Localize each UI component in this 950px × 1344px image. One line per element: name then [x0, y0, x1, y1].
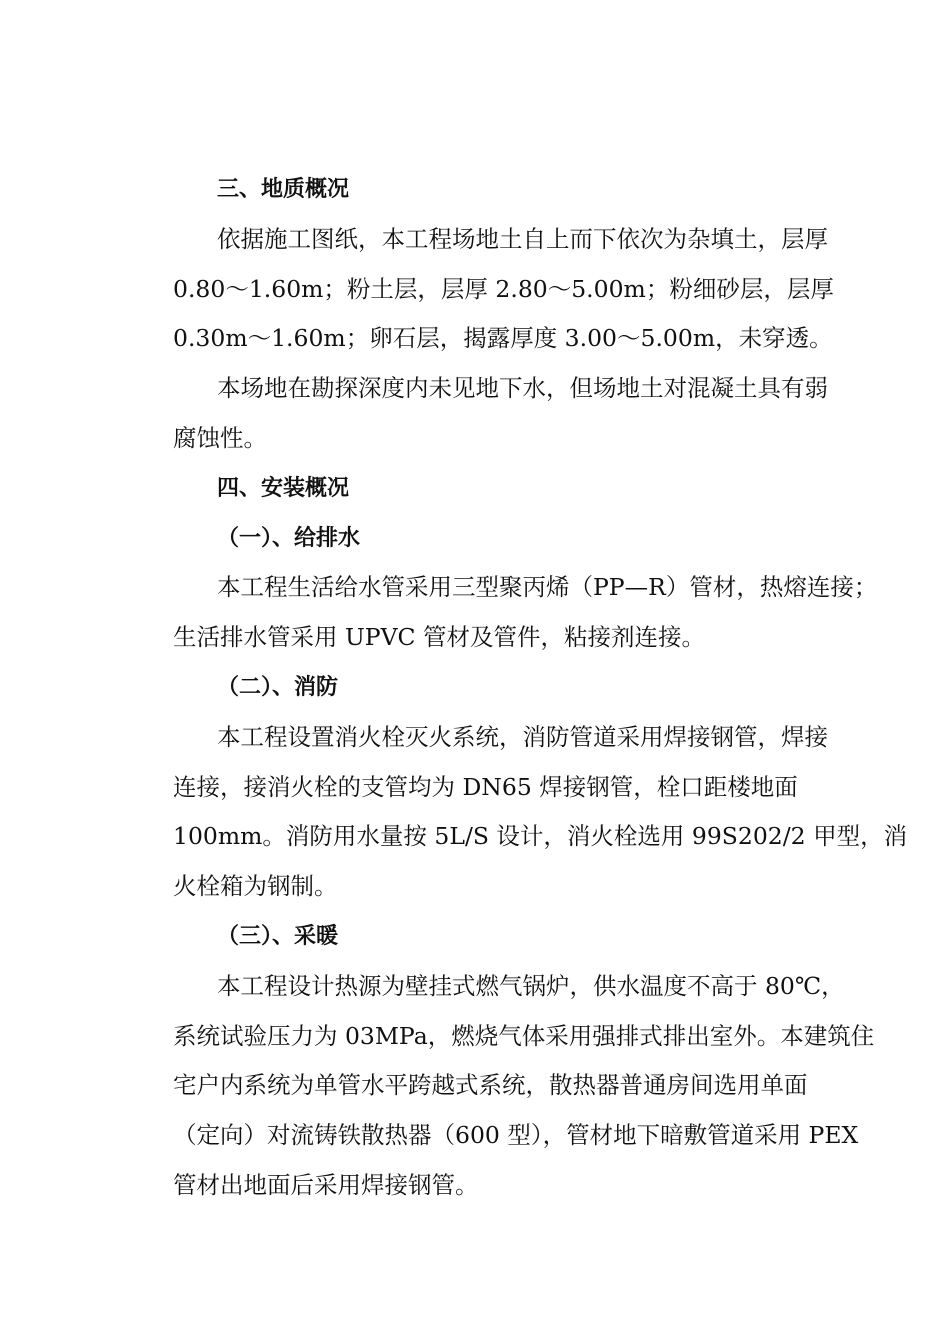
subsection-heading-heating: （三）、采暖: [217, 923, 339, 949]
fire-paragraph-line-3: 100mm。消防用水量按 5L/S 设计，消火栓选用 99S202/2 甲型，消: [173, 822, 908, 851]
heating-paragraph-line-3: 宅户内系统为单管水平跨越式系统，散热器普通房间选用单面: [173, 1071, 808, 1100]
geology-paragraph-1-line-3: 0.30m～1.60m；卵石层，揭露厚度 3.00～5.00m，未穿透。: [173, 324, 833, 353]
section-heading-geology: 三、地质概况: [217, 177, 350, 202]
subsection-heading-fire: （二）、消防: [217, 674, 339, 700]
fire-paragraph-line-4: 火栓箱为钢制。: [173, 872, 338, 901]
subsection-heading-water: （一）、给排水: [217, 525, 361, 551]
heating-paragraph-line-4: （定向）对流铸铁散热器（600 型），管材地下暗敷管道采用 PEX: [173, 1121, 859, 1150]
geology-paragraph-1-line-2: 0.80～1.60m；粉土层，层厚 2.80～5.00m；粉细砂层，层厚: [173, 274, 834, 303]
heating-paragraph-line-5: 管材出地面后采用焊接钢管。: [173, 1170, 479, 1199]
fire-paragraph-line-2: 连接，接消火栓的支管均为 DN65 焊接钢管，栓口距楼地面: [173, 772, 798, 801]
heating-paragraph-line-1: 本工程设计热源为壁挂式燃气锅炉，供水温度不高于 80℃，: [217, 971, 845, 1000]
geology-paragraph-2-line-1: 本场地在勘探深度内未见地下水，但场地土对混凝土具有弱: [217, 374, 828, 403]
water-paragraph-line-2: 生活排水管采用 UPVC 管材及管件，粘接剂连接。: [173, 623, 706, 652]
section-heading-installation: 四、安装概况: [217, 475, 350, 501]
document-page: [173, 165, 908, 1211]
fire-paragraph-line-1: 本工程设置消火栓灭火系统，消防管道采用焊接钢管，焊接: [217, 722, 828, 751]
geology-paragraph-1-line-1: 依据施工图纸，本工程场地土自上而下依次为杂填土，层厚: [217, 224, 828, 253]
geology-paragraph-2-line-2: 腐蚀性。: [173, 423, 267, 452]
water-paragraph-line-1: 本工程生活给水管采用三型聚丙烯（PP—R）管材，热熔连接；: [217, 573, 878, 602]
heating-paragraph-line-2: 系统试验压力为 03MPa，燃烧气体采用强排式排出室外。本建筑住: [173, 1021, 875, 1050]
